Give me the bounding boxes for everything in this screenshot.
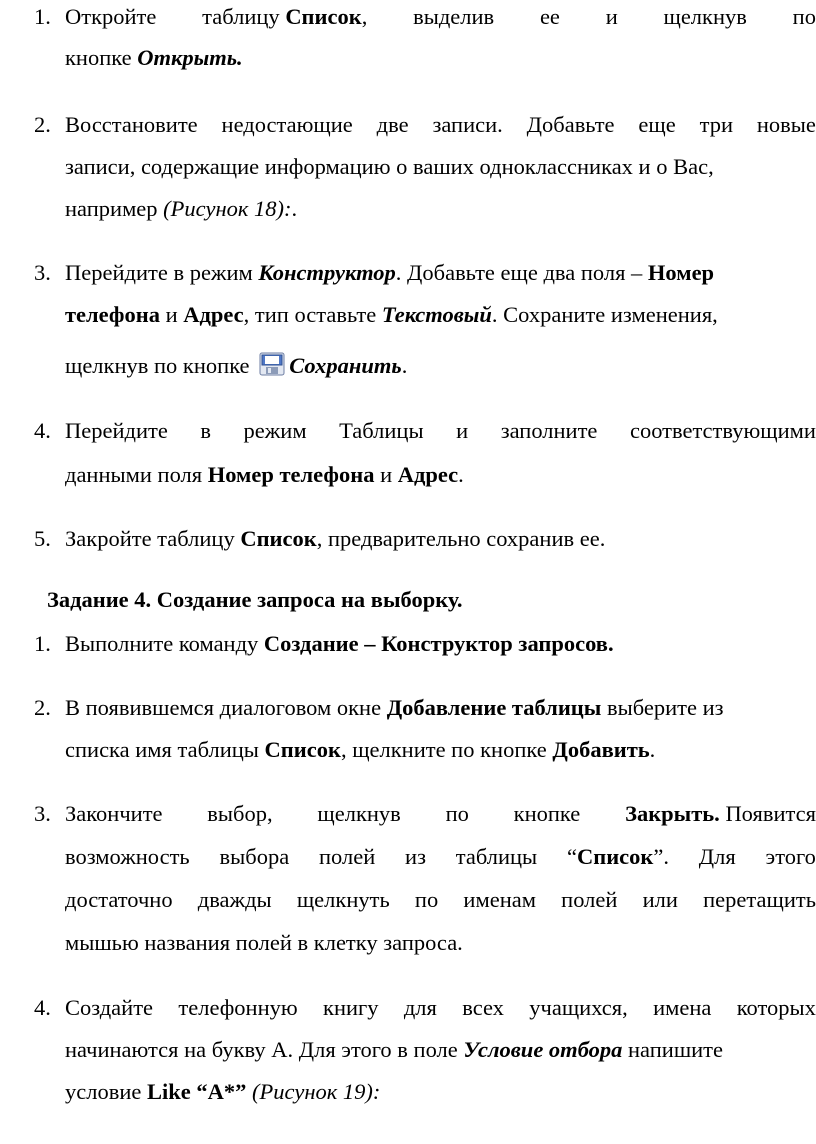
list-number: 2. [34,695,51,720]
quoted-table-name: “Список”. [566,844,669,869]
item-line: телефона и Адрес, тип оставьте Текстовый. Сохраните изменения, [65,302,718,327]
word: и [605,4,618,29]
item-line: возможность выбора полей из таблицы “Список”. Для этого [65,844,816,869]
item-line: Создайте телефонную книгу для всех учащихся, имена которых [65,995,816,1020]
item-line: начинаются на букву А. Для этого в поле Условие отбора напишите [65,1037,723,1062]
list-number: 1. [34,4,51,29]
item-line: например (Рисунок 18):. [65,196,298,221]
item-line: Закройте таблицу Список, предварительно сохранив ее. [65,526,606,551]
item-line: Закончите выбор, щелкнув по кнопке Закрыть. Появится [65,801,816,826]
list-number: 3. [34,260,51,285]
list-number: 1. [34,631,51,656]
item-line: Перейдите в режим Конструктор. Добавьте еще два поля – Номер [65,260,715,285]
item-line: Восстановите недостающие две записи. Добавьте еще три новые [65,112,816,137]
section-heading: Задание 4. Создание запроса на выборку. [47,587,463,612]
item-line: списка имя таблицы Список, щелкните по кнопке Добавить. [65,737,656,762]
word: Откройте [65,4,157,29]
floppy-disk-icon [259,352,285,376]
item-line: Перейдите в режим Таблицы и заполните соответствующими [65,418,816,443]
word: по [792,4,816,29]
item-line: данными поля Номер телефона и Адрес. [65,462,464,487]
item-line: мышью названия полей в клетку запроса. [65,930,463,955]
list-number: 4. [34,995,51,1020]
item-line: В появившемся диалоговом окне Добавление таблицы выберите из [65,695,724,720]
list-number: 4. [34,418,51,443]
item-line: щелкнув по кнопке Сохранить. [65,353,408,378]
word: выделив [413,4,495,29]
bold-table-name: Список [576,844,654,869]
list-number: 5. [34,526,51,551]
word: ее [539,4,560,29]
list-number: 2. [34,112,51,137]
item-line: кнопке Открыть. [65,45,243,70]
item-line: условие Like “A*” (Рисунок 19): [65,1079,381,1104]
word-group: таблицу Список, [202,4,368,29]
item-line [65,4,816,30]
item-line: записи, содержащие информацию о ваших одноклассниках и о Вас, [65,154,714,179]
item-line: Выполните команду Создание – Конструктор запросов. [65,631,614,656]
list-number: 3. [34,801,51,826]
item-line: достаточно дважды щелкнуть по именам полей или перетащить [65,887,816,912]
word: щелкнув [663,4,747,29]
